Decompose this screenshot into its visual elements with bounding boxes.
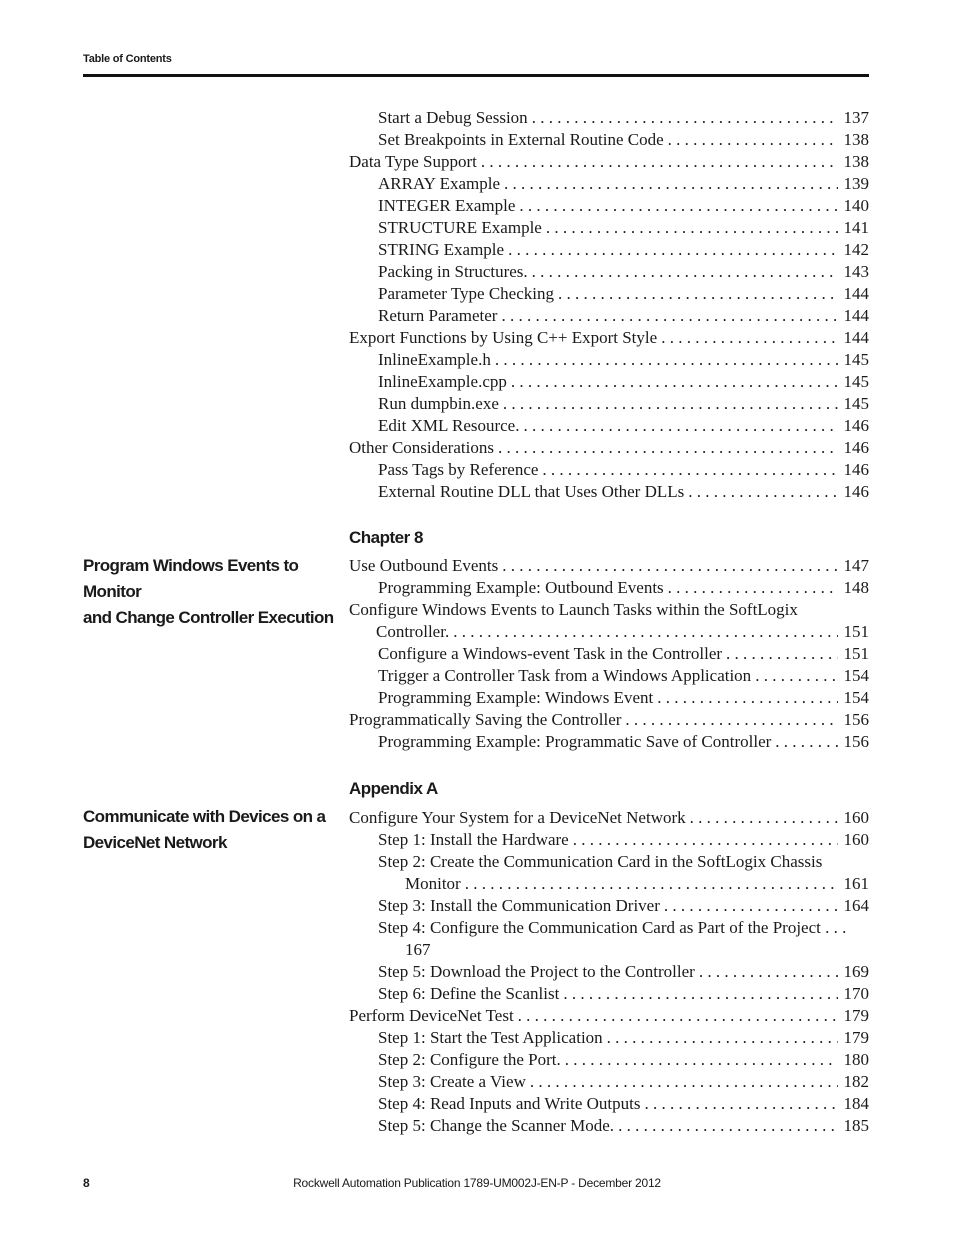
toc-entry[interactable] bbox=[349, 851, 869, 895]
appendix-a-heading: Appendix A bbox=[349, 779, 438, 798]
toc-entry-page: 185 bbox=[843, 1116, 869, 1135]
toc-entry-title-continued: 167 bbox=[405, 939, 435, 961]
toc-entry[interactable] bbox=[349, 829, 869, 851]
chapter-8-title bbox=[83, 553, 343, 631]
toc-entry-title: Edit XML Resource. bbox=[378, 415, 523, 437]
toc-entry-page: 156 bbox=[843, 732, 869, 751]
toc-entry[interactable] bbox=[349, 895, 869, 917]
toc-entry[interactable] bbox=[349, 437, 869, 459]
toc-entry[interactable] bbox=[349, 709, 869, 731]
toc-entry[interactable] bbox=[349, 217, 869, 239]
toc-entry-page: 179 bbox=[843, 1028, 869, 1047]
toc-entry[interactable] bbox=[349, 1115, 869, 1137]
toc-entry-title: Step 5: Change the Scanner Mode. bbox=[378, 1115, 618, 1137]
toc-entry-page: 170 bbox=[843, 984, 869, 1003]
toc-entry[interactable] bbox=[349, 151, 869, 173]
toc-entry[interactable] bbox=[349, 349, 869, 371]
toc-entry[interactable] bbox=[349, 961, 869, 983]
toc-entry-page: 151 bbox=[843, 644, 869, 663]
toc-entry-page: 179 bbox=[843, 1006, 869, 1025]
toc-entry[interactable] bbox=[349, 481, 869, 503]
appendix-a-title-line2: DeviceNet Network bbox=[83, 833, 227, 852]
dot-leader bbox=[699, 961, 838, 983]
toc-entry-title: Trigger a Controller Task from a Windows Application bbox=[378, 665, 755, 687]
toc-entry-title: Step 4: Read Inputs and Write Outputs bbox=[378, 1093, 644, 1115]
toc-entry-title: Step 1: Start the Test Application bbox=[378, 1027, 607, 1049]
appendix-a-title-line1: Communicate with Devices on a bbox=[83, 807, 326, 826]
toc-entry-page: 144 bbox=[843, 284, 869, 303]
dot-leader bbox=[688, 481, 837, 503]
dot-leader bbox=[532, 107, 838, 129]
toc-entry[interactable] bbox=[349, 731, 869, 753]
dot-leader bbox=[607, 1027, 838, 1049]
dot-leader bbox=[465, 873, 838, 895]
toc-entry-title: Step 2: Create the Communication Card in the SoftLogix Chassis bbox=[378, 852, 823, 871]
toc-entry-title: Run dumpbin.exe bbox=[378, 393, 503, 415]
dot-leader bbox=[573, 829, 838, 851]
toc-entry-title: Step 3: Install the Communication Driver bbox=[378, 895, 664, 917]
toc-entry-title: InlineExample.cpp bbox=[378, 371, 511, 393]
toc-chapter-8 bbox=[349, 555, 869, 753]
toc-entry-title: Export Functions by Using C++ Export Style bbox=[349, 327, 661, 349]
toc-entry-title: Step 4: Configure the Communication Card as Part of the Project . . . bbox=[378, 918, 847, 937]
dot-leader bbox=[625, 709, 837, 731]
toc-entry[interactable] bbox=[349, 305, 869, 327]
chapter-8-title-line2: and Change Controller Execution bbox=[83, 608, 334, 627]
dot-leader bbox=[523, 415, 837, 437]
toc-entry-page: 139 bbox=[843, 174, 869, 193]
toc-entry[interactable] bbox=[349, 643, 869, 665]
chapter-8-heading: Chapter 8 bbox=[349, 528, 423, 547]
toc-entry-title-continued: Controller. bbox=[376, 621, 453, 643]
dot-leader bbox=[565, 1049, 838, 1071]
toc-entry-page: 141 bbox=[843, 218, 869, 237]
toc-entry-page: 140 bbox=[843, 196, 869, 215]
toc-entry-page: 154 bbox=[843, 666, 869, 685]
dot-leader bbox=[690, 807, 838, 829]
toc-entry-title: Packing in Structures. bbox=[378, 261, 532, 283]
toc-entry-title: Step 5: Download the Project to the Controller bbox=[378, 961, 699, 983]
toc-entry[interactable] bbox=[349, 1093, 869, 1115]
toc-entry[interactable] bbox=[349, 1071, 869, 1093]
toc-entry-page: 160 bbox=[843, 808, 869, 827]
toc-entry[interactable] bbox=[349, 239, 869, 261]
toc-entry-page: 160 bbox=[843, 830, 869, 849]
toc-entry-page: 184 bbox=[843, 1094, 869, 1113]
dot-leader bbox=[546, 217, 838, 239]
dot-leader bbox=[657, 687, 837, 709]
toc-entry[interactable] bbox=[349, 459, 869, 481]
toc-entry[interactable] bbox=[349, 1027, 869, 1049]
toc-entry-page: 143 bbox=[843, 262, 869, 281]
dot-leader bbox=[775, 731, 837, 753]
dot-leader bbox=[563, 983, 837, 1005]
dot-leader bbox=[755, 665, 837, 687]
dot-leader bbox=[511, 371, 838, 393]
toc-entry-title: Data Type Support bbox=[349, 151, 481, 173]
toc-entry[interactable] bbox=[349, 555, 869, 577]
dot-leader bbox=[644, 1093, 837, 1115]
toc-entry[interactable] bbox=[349, 687, 869, 709]
toc-entry[interactable] bbox=[349, 917, 869, 961]
toc-entry-title: Use Outbound Events bbox=[349, 555, 502, 577]
toc-entry[interactable] bbox=[349, 173, 869, 195]
dot-leader bbox=[668, 129, 838, 151]
toc-entry-title: Other Considerations bbox=[349, 437, 498, 459]
toc-entry-title: ARRAY Example bbox=[378, 173, 504, 195]
toc-entry-page: 164 bbox=[843, 896, 869, 915]
toc-appendix-a bbox=[349, 807, 869, 1137]
toc-entry-title: Step 2: Configure the Port. bbox=[378, 1049, 565, 1071]
toc-entry-title: InlineExample.h bbox=[378, 349, 495, 371]
toc-entry[interactable] bbox=[349, 195, 869, 217]
dot-leader bbox=[503, 393, 838, 415]
toc-entry-title: Perform DeviceNet Test bbox=[349, 1005, 518, 1027]
toc-entry-title: Parameter Type Checking bbox=[378, 283, 558, 305]
toc-entry-page: 146 bbox=[843, 482, 869, 501]
toc-entry[interactable] bbox=[349, 327, 869, 349]
toc-entry[interactable] bbox=[349, 1005, 869, 1027]
appendix-a-title bbox=[83, 804, 343, 856]
toc-entry-page: 151 bbox=[843, 622, 869, 641]
page-number: 8 bbox=[83, 1176, 90, 1190]
toc-entry-page: 145 bbox=[843, 350, 869, 369]
toc-entry-title: Set Breakpoints in External Routine Code bbox=[378, 129, 668, 151]
dot-leader bbox=[661, 327, 837, 349]
toc-entry[interactable] bbox=[349, 599, 869, 643]
toc-entry-page: 145 bbox=[843, 372, 869, 391]
toc-entry[interactable] bbox=[349, 1049, 869, 1071]
dot-leader bbox=[518, 1005, 838, 1027]
toc-entry-page: 142 bbox=[843, 240, 869, 259]
toc-entry-title: Programming Example: Programmatic Save of Controller bbox=[378, 731, 775, 753]
toc-entry-page: 146 bbox=[843, 460, 869, 479]
header-rule bbox=[83, 74, 869, 77]
toc-entry-title: INTEGER Example bbox=[378, 195, 519, 217]
toc-entry-title: Step 3: Create a View bbox=[378, 1071, 530, 1093]
dot-leader bbox=[502, 555, 837, 577]
toc-entry[interactable] bbox=[349, 577, 869, 599]
dot-leader bbox=[618, 1115, 837, 1137]
toc-entry-page: 144 bbox=[843, 306, 869, 325]
toc-entry[interactable] bbox=[349, 283, 869, 305]
toc-entry-page: 169 bbox=[843, 962, 869, 981]
toc-entry-page: 144 bbox=[843, 328, 869, 347]
publication-info: Rockwell Automation Publication 1789-UM002J-EN-P - December 2012 bbox=[293, 1176, 661, 1190]
toc-entry-page: 138 bbox=[843, 152, 869, 171]
toc-entry-page: 148 bbox=[843, 578, 869, 597]
toc-entry-page: 180 bbox=[843, 1050, 869, 1069]
toc-entry[interactable] bbox=[349, 261, 869, 283]
toc-entry-page: 154 bbox=[843, 688, 869, 707]
toc-entry-page: 182 bbox=[843, 1072, 869, 1091]
toc-entry-title: Programming Example: Windows Event bbox=[378, 687, 657, 709]
dot-leader bbox=[453, 621, 837, 643]
toc-entry-title: Configure Your System for a DeviceNet Network bbox=[349, 807, 690, 829]
toc-entry[interactable] bbox=[349, 415, 869, 437]
dot-leader bbox=[668, 577, 838, 599]
toc-entry-title: Programmatically Saving the Controller bbox=[349, 709, 625, 731]
toc-entry-page: 147 bbox=[843, 556, 869, 575]
dot-leader bbox=[498, 437, 838, 459]
running-head: Table of Contents bbox=[83, 53, 172, 65]
toc-entry-title: STRING Example bbox=[378, 239, 508, 261]
toc-entry-title: Start a Debug Session bbox=[378, 107, 532, 129]
toc-entry-page: 161 bbox=[843, 874, 869, 893]
toc-entry-title: Configure Windows Events to Launch Tasks within the SoftLogix bbox=[349, 600, 798, 619]
toc-entry[interactable] bbox=[349, 129, 869, 151]
dot-leader bbox=[532, 261, 838, 283]
dot-leader bbox=[726, 643, 837, 665]
dot-leader bbox=[495, 349, 838, 371]
toc-entry-page: 156 bbox=[843, 710, 869, 729]
toc-entry-page: 146 bbox=[843, 438, 869, 457]
chapter-8-title-line1: Program Windows Events to Monitor bbox=[83, 556, 299, 601]
dot-leader bbox=[519, 195, 837, 217]
toc-section-continued bbox=[349, 107, 869, 503]
toc-entry-title-continued: Monitor bbox=[405, 873, 465, 895]
toc-entry-title: Step 1: Install the Hardware bbox=[378, 829, 573, 851]
dot-leader bbox=[664, 895, 838, 917]
dot-leader bbox=[542, 459, 837, 481]
toc-entry-title: External Routine DLL that Uses Other DLLs bbox=[378, 481, 688, 503]
toc-entry-page: 137 bbox=[843, 108, 869, 127]
toc-entry[interactable] bbox=[349, 983, 869, 1005]
toc-entry[interactable] bbox=[349, 371, 869, 393]
toc-entry-page: 138 bbox=[843, 130, 869, 149]
toc-entry-title: Step 6: Define the Scanlist bbox=[378, 983, 563, 1005]
dot-leader bbox=[504, 173, 838, 195]
dot-leader bbox=[508, 239, 837, 261]
toc-entry-title: STRUCTURE Example bbox=[378, 217, 546, 239]
dot-leader bbox=[481, 151, 838, 173]
toc-entry-title: Return Parameter bbox=[378, 305, 501, 327]
toc-entry-title: Configure a Windows-event Task in the Controller bbox=[378, 643, 726, 665]
dot-leader bbox=[558, 283, 838, 305]
toc-entry[interactable] bbox=[349, 665, 869, 687]
toc-entry-page: 146 bbox=[843, 416, 869, 435]
dot-leader bbox=[501, 305, 837, 327]
toc-entry[interactable] bbox=[349, 393, 869, 415]
toc-entry-title: Pass Tags by Reference bbox=[378, 459, 542, 481]
toc-entry-page: 145 bbox=[843, 394, 869, 413]
toc-entry-title: Programming Example: Outbound Events bbox=[378, 577, 668, 599]
dot-leader bbox=[530, 1071, 838, 1093]
toc-entry[interactable] bbox=[349, 807, 869, 829]
toc-entry[interactable] bbox=[349, 107, 869, 129]
